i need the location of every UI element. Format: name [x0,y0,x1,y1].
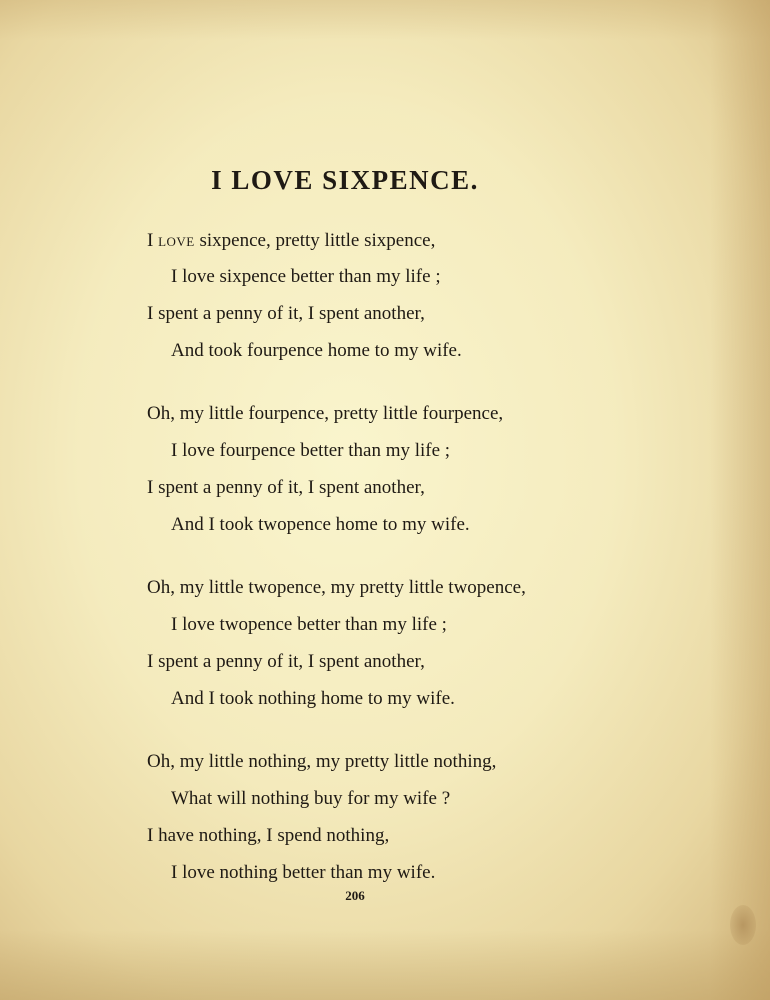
paper-stain [730,905,756,945]
poem-line: And I took twopence home to my wife. [171,514,470,535]
poem-line: I spent a penny of it, I spent another, [147,651,425,672]
page-number: 206 [345,888,365,903]
poem-line: And took fourpence home to my wife. [171,340,462,361]
line-first-word: I [147,230,154,251]
poem-line: I spent a penny of it, I spent another, [147,303,425,324]
page-edge-bottom [0,930,770,1000]
poem-title: I LOVE SIXPENCE. [211,165,479,195]
poem-line: I love twopence better than my life ; [171,614,447,635]
poem-line: I love sixpence better than my life ; [171,266,441,287]
page-edge-right [710,0,770,1000]
poem-line: Oh, my little fourpence, pretty little fourpence, [147,403,504,424]
poem-line: I have nothing, I spend nothing, [147,825,390,846]
poem-line [147,226,647,263]
page-edge-top [0,0,770,40]
poem-line: I spent a penny of it, I spent another, [147,477,425,498]
poem-line: What will nothing buy for my wife ? [171,788,451,809]
stanza-4 [147,748,647,896]
stanza-2 [147,400,647,548]
poem-body [147,226,647,896]
title-container [0,165,690,196]
poem-line: I love nothing better than my wife. [171,862,436,883]
poem-line: Oh, my little nothing, my pretty little nothing, [147,751,497,772]
stanza-1 [147,226,647,374]
poem-line: I love fourpence better than my life ; [171,440,451,461]
poem-line: And I took nothing home to my wife. [171,688,455,709]
stanza-3 [147,574,647,722]
line-rest: sixpence, pretty little sixpence, [194,230,436,251]
poem-line: Oh, my little twopence, my pretty little twopence, [147,577,526,598]
line-smallcaps-word: love [158,230,195,250]
